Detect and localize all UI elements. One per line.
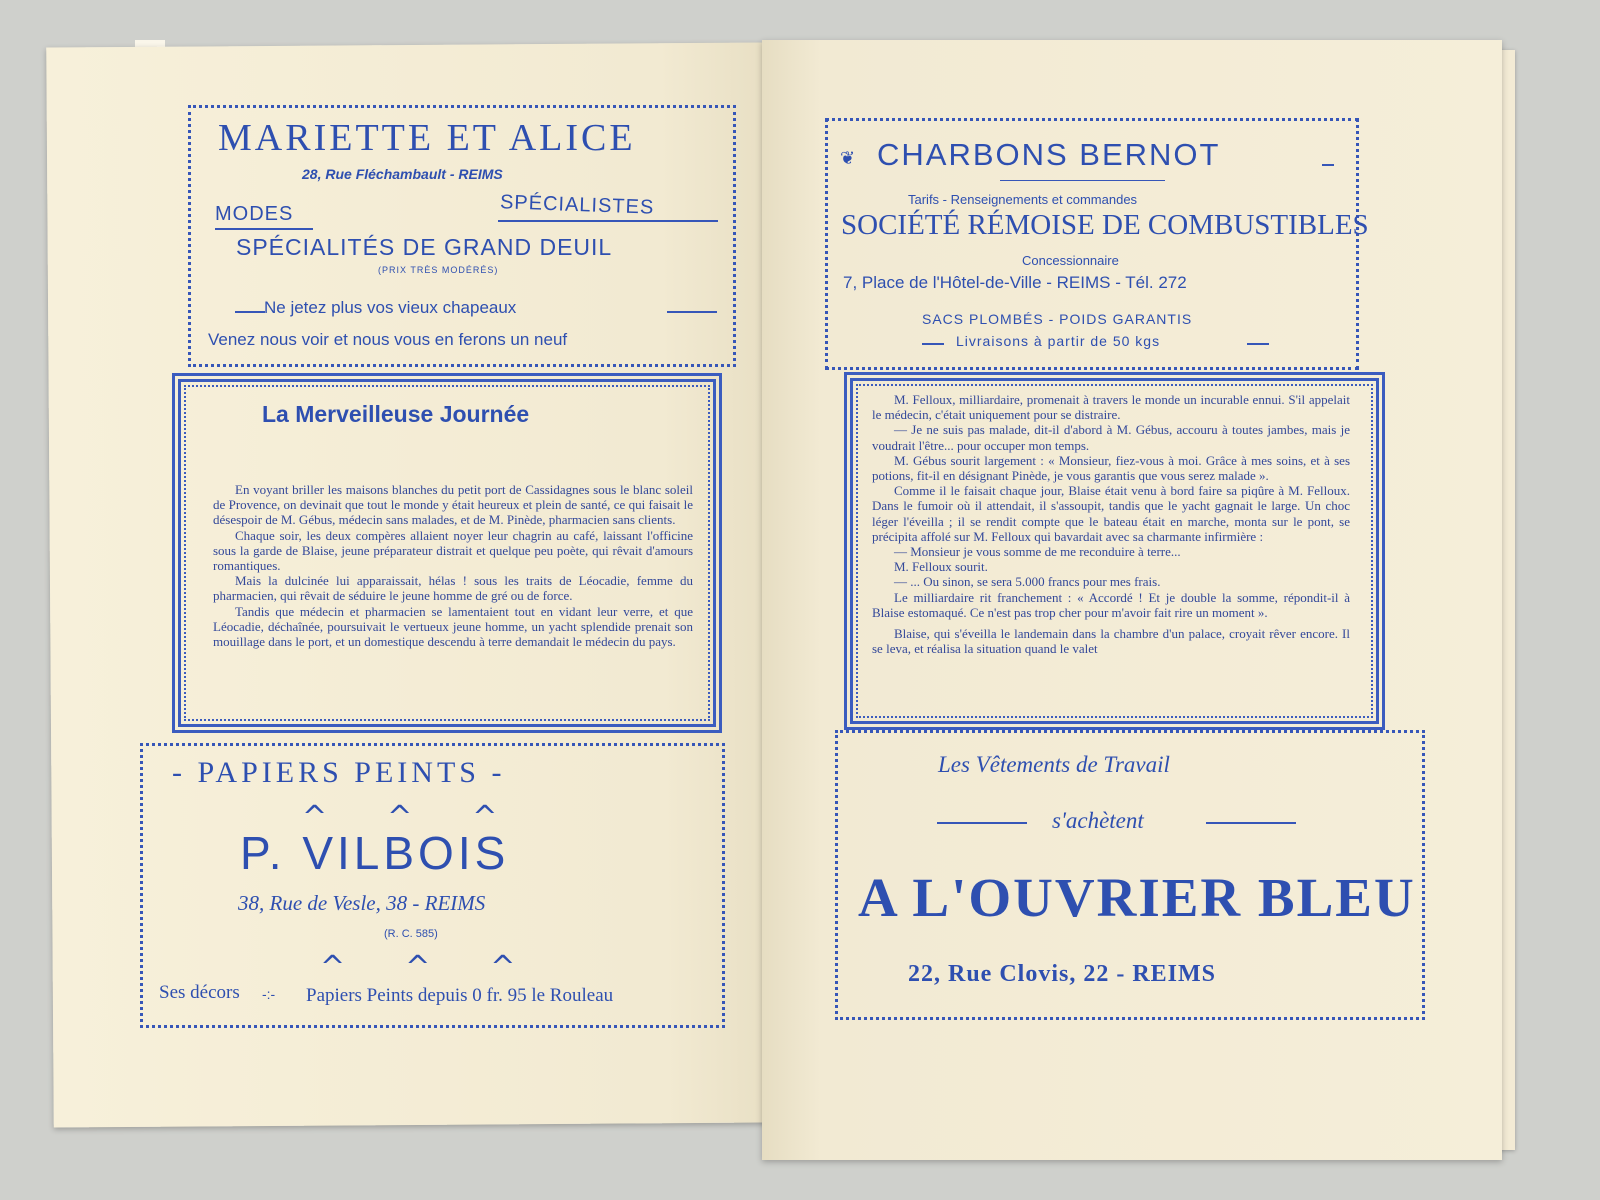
- ad-ouvrier-name: A L'OUVRIER BLEU: [858, 867, 1416, 928]
- story-right-paragraph: Le milliardaire rit franchement : « Accordé ! Et je double la somme, répondit-il à Blaise estomaqué. Ce n'est pas trop cher pour m'avoir fait rire un moment ».: [872, 589, 1350, 620]
- ad-ouvrier-rule-left: [937, 822, 1027, 824]
- ad-mariette-address: 28, Rue Fléchambault - REIMS: [302, 166, 503, 182]
- story-right-paragraph: — Je ne suis pas malade, dit-il d'abord à M. Gébus, accouru à toutes jambes, mais je voudrait l'être... pour occuper mon temps.: [872, 422, 1350, 453]
- story-left-paragraph: Tandis que médecin et pharmacien se lamentaient tout en vidant leur verre, et que Léocadie, déchaînée, poursuivait le vertueux jeune homme, un yacht splendide prenait son mouillage dans le port, et un domestique descendu à terre demandait le médecin du pays.: [213, 603, 693, 650]
- story-right-paragraph: — Monsieur je vous somme de me reconduire à terre...: [894, 544, 1181, 560]
- ad-vilbois-footer-left: Ses décors: [159, 982, 240, 1003]
- story-right-text: [872, 392, 1350, 656]
- ad-bernot-title-underline: [1000, 180, 1165, 181]
- ad-bernot-title-dash: [1322, 164, 1334, 166]
- ad-bernot-company: SOCIÉTÉ RÉMOISE DE COMBUSTIBLES: [841, 209, 1369, 241]
- story-right-paragraph: Comme il le faisait chaque jour, Blaise était venu à bord faire sa piqûre à M. Felloux. Dans le fumoir où il attendait, il s'assoupit, tandis que le yacht gagnait le large. Un choc léger l'éveilla ; il se rendit compte que le bateau était en marche, monta sur le pont, se précipita affolé sur M. Felloux qui bavardait avec sa charmante infirmière :: [872, 483, 1350, 544]
- ad-vilbois-footer-right: Papiers Peints depuis 0 fr. 95 le Rouleau: [306, 985, 614, 1006]
- ad-ouvrier-address: 22, Rue Clovis, 22 - REIMS: [908, 961, 1217, 987]
- ad-bernot-tagline: Tarifs - Renseignements et commandes: [908, 192, 1138, 207]
- ad-mariette-left-label: MODES: [215, 203, 294, 225]
- ad-mariette-line1: Ne jetez plus vos vieux chapeaux: [264, 298, 517, 317]
- story-left-paragraph: Chaque soir, les deux compères allaient noyer leur chagrin au café, laissant l'officine sous la garde de Blaise, jeune préparateur distrait et quelque peu poète, qui rêvait d'amours romantiques.: [213, 527, 693, 574]
- ad-mariette-right-label: SPÉCIALISTES: [499, 191, 655, 219]
- ad-vilbois-heading: - PAPIERS PEINTS -: [172, 756, 506, 789]
- ad-vilbois-ornament-top: ^^^: [302, 800, 558, 835]
- ad-bernot-address: 7, Place de l'Hôtel-de-Ville - REIMS - Tél. 272: [843, 273, 1187, 292]
- ad-bernot-rule-left: [922, 343, 944, 345]
- ad-mariette-price-note: (PRIX TRÈS MODÉRÉS): [378, 265, 499, 275]
- story-left-paragraph: Mais la dulcinée lui apparaissait, hélas ! sous les traits de Léocadie, femme du pharmacien, qui rêvait de séduire le jeune homme de gré ou de force.: [213, 573, 693, 604]
- story-right-paragraph: — ... Ou sinon, se sera 5.000 francs pour mes frais.: [894, 574, 1161, 590]
- ad-vilbois-ornament-bottom: ^^^: [320, 950, 576, 985]
- ad-mariette-left-underline: [215, 228, 313, 230]
- ad-mariette-rule-left: [235, 311, 265, 313]
- ad-ouvrier-line2: s'achètent: [1052, 808, 1144, 833]
- ad-bernot-rule-right: [1247, 343, 1269, 345]
- ad-mariette-specialty: SPÉCIALITÉS DE GRAND DEUIL: [236, 234, 613, 260]
- ad-mariette-rule-right: [667, 311, 717, 313]
- ad-ouvrier-rule-right: [1206, 822, 1296, 824]
- ad-mariette-right-underline: [498, 220, 718, 222]
- story-left-paragraph: En voyant briller les maisons blanches du petit port de Cassidagnes sous le blanc soleil de Provence, on devinait que tout le monde y était heureux et plein de santé, ce qui faisait le désespoir de M. Gébus, médecin sans malades, et de M. Pinède, pharmacien sans clients.: [213, 482, 693, 528]
- ad-bernot-line1: SACS PLOMBÉS - POIDS GARANTIS: [922, 311, 1193, 327]
- ad-bernot-leaf-icon: ❦: [840, 148, 856, 168]
- story-right-paragraph: Blaise, qui s'éveilla le landemain dans la chambre d'un palace, croyait rêver encore. Il se leva, et réalisa la situation quand le valet: [872, 626, 1350, 657]
- ad-vilbois-footer-sep: -:-: [262, 986, 276, 1002]
- story-right-paragraph: M. Felloux sourit.: [894, 559, 988, 575]
- ad-mariette-title: MARIETTE ET ALICE: [218, 117, 636, 159]
- ad-vilbois-address: 38, Rue de Vesle, 38 - REIMS: [238, 891, 486, 915]
- ad-bernot-line2: Livraisons à partir de 50 kgs: [956, 333, 1161, 349]
- ad-ouvrier-line1: Les Vêtements de Travail: [938, 752, 1170, 777]
- ad-vilbois-reg: (R. C. 585): [384, 928, 438, 940]
- story-left-text: [213, 482, 693, 649]
- story-right-paragraph: M. Gébus sourit largement : « Monsieur, fiez-vous à moi. Grâce à mes soins, et à ses potions, fit-il en désignant Pinède, je vous garantis que vous serez malade ».: [872, 452, 1350, 484]
- ad-vilbois-name: P. VILBOIS: [240, 827, 510, 879]
- ad-mariette-line2: Venez nous voir et nous vous en ferons un neuf: [208, 330, 568, 349]
- story-title: La Merveilleuse Journée: [262, 401, 530, 427]
- story-right-paragraph: M. Felloux, milliardaire, promenait à travers le monde un incurable ennui. S'il appelait le médecin, c'était uniquement pour se distraire.: [872, 392, 1350, 423]
- ad-bernot-title: CHARBONS BERNOT: [877, 137, 1221, 172]
- ad-bernot-role: Concessionnaire: [1022, 253, 1119, 268]
